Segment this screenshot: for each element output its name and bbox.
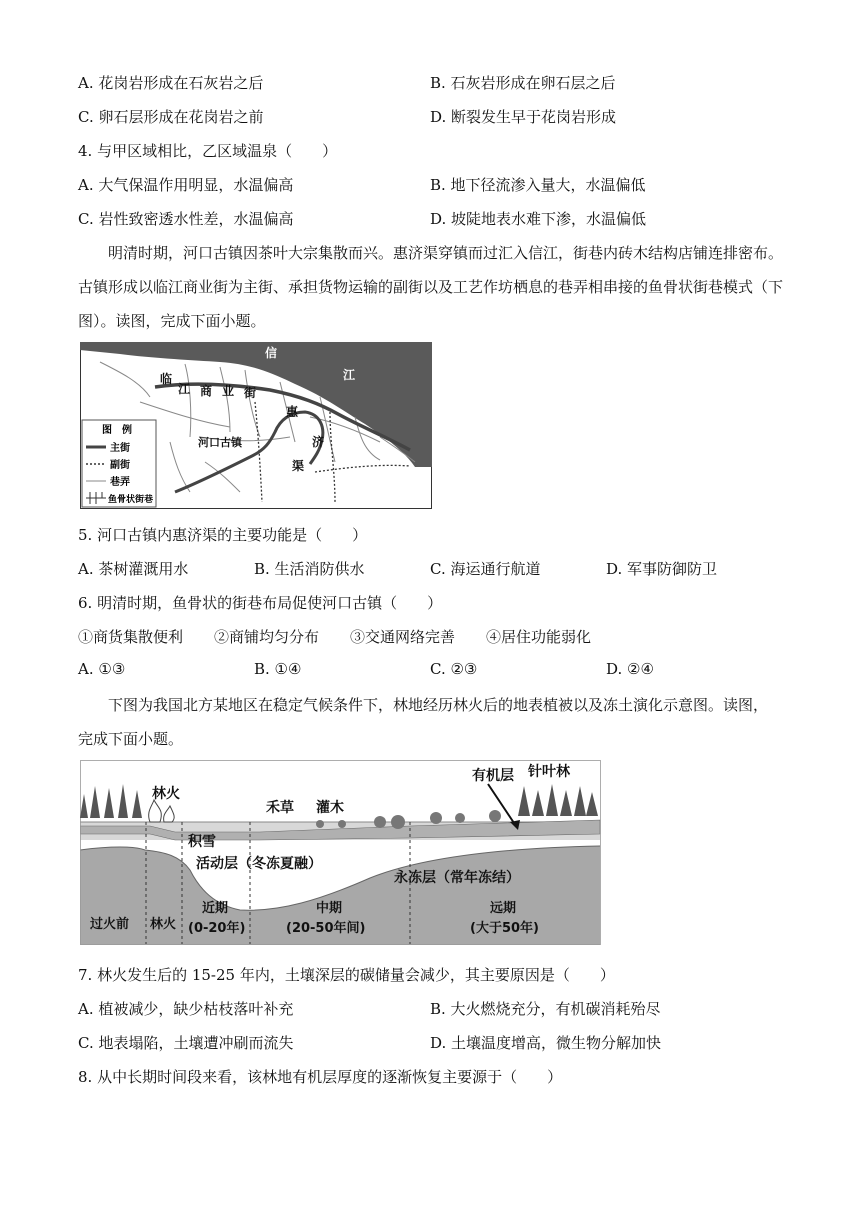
label-period-near: 近期	[202, 901, 229, 916]
q6-statement-3: ③交通网络完善	[350, 628, 456, 646]
hekou-town-map	[80, 342, 432, 509]
label-shrub: 灌木	[316, 800, 344, 816]
label-organic: 有机层	[472, 768, 514, 784]
q3-option-a: A. 花岗岩形成在石灰岩之后	[78, 74, 264, 92]
map-canal-char-3: 渠	[292, 459, 305, 473]
q7-stem: 7. 林火发生后的 15-25 年内，土壤深层的碳储量会减少，其主要原因是（ ）	[78, 966, 615, 984]
q7-option-d: D. 土壤温度增高，微生物分解加快	[430, 1034, 662, 1052]
legend-title: 图 例	[102, 425, 132, 436]
passage1-line2: 古镇形成以临江商业街为主街、承担货物运输的副街以及工艺作坊栖息的巷弄相串接的鱼骨状街巷模式（下	[78, 278, 784, 296]
label-grass: 禾草	[266, 800, 294, 816]
label-period-before: 过火前	[90, 917, 130, 932]
map-street-char-3: 商	[200, 384, 213, 398]
map-canal-char-2: 济	[312, 435, 325, 449]
q5-option-d: D. 军事防御防卫	[606, 560, 718, 578]
q7-option-a: A. 植被减少，缺少枯枝落叶补充	[78, 1000, 294, 1018]
q3-option-b: B. 石灰岩形成在卵石层之后	[430, 74, 616, 92]
passage2-line1: 下图为我国北方某地区在稳定气候条件下，林地经历林火后的地表植被以及冻土演化示意图。读图，	[108, 696, 769, 714]
q4-option-d: D. 坡陡地表水难下渗，水温偏低	[430, 210, 647, 228]
map-legend	[82, 420, 156, 507]
legend-fishbone: 鱼骨状街巷	[108, 495, 154, 505]
map-river-char2: 江	[343, 368, 356, 382]
q3-option-d: D. 断裂发生早于花岗岩形成	[430, 108, 617, 126]
q8-stem: 8. 从中长期时间段来看，该林地有机层厚度的逐渐恢复主要源于（ ）	[78, 1068, 563, 1086]
label-active-layer: 活动层（冬冻夏融）	[196, 856, 322, 872]
fire-flames	[149, 800, 175, 822]
label-period-fire: 林火	[150, 917, 177, 932]
legend-lane: 巷弄	[110, 477, 130, 488]
legend-side: 副街	[110, 460, 130, 471]
q6-statement-2: ②商铺均匀分布	[214, 628, 320, 646]
label-fire: 林火	[152, 786, 180, 802]
label-permafrost: 永冻层（常年冻结）	[394, 870, 520, 886]
map-river-char1: 信	[265, 346, 278, 360]
map-canal-char-1: 惠	[286, 405, 299, 419]
forest-trees-left	[80, 784, 142, 818]
q4-stem: 4. 与甲区域相比，乙区域温泉（ ）	[78, 142, 338, 160]
q6-statement-4: ④居住功能弱化	[486, 628, 592, 646]
q4-option-a: A. 大气保温作用明显，水温偏高	[78, 176, 294, 194]
q6-statement-1: ①商货集散便利	[78, 628, 184, 646]
q5-option-c: C. 海运通行航道	[430, 560, 541, 578]
q4-option-c: C. 岩性致密透水性差，水温偏高	[78, 210, 294, 228]
label-conifer: 针叶林	[528, 764, 570, 780]
label-period-far-range: (大于50年)	[470, 921, 539, 936]
q4-option-b: B. 地下径流渗入量大，水温偏低	[430, 176, 646, 194]
forest-trees-right	[518, 784, 598, 816]
q6-option-a: A. ①③	[78, 660, 126, 678]
q6-stem: 6. 明清时期，鱼骨状的街巷布局促使河口古镇（ ）	[78, 594, 443, 612]
permafrost-evolution-figure	[80, 760, 602, 946]
q5-stem: 5. 河口古镇内惠济渠的主要功能是（ ）	[78, 526, 368, 544]
legend-main: 主街	[110, 443, 130, 454]
label-period-mid: 中期	[316, 901, 343, 916]
q6-option-c: C. ②③	[430, 660, 478, 678]
map-street-char-4: 业	[222, 384, 235, 398]
passage1-line1: 明清时期，河口古镇因茶叶大宗集散而兴。惠济渠穿镇而过汇入信江，街巷内砖木结构店铺连排密布。	[108, 244, 784, 262]
map-street-char-2: 江	[178, 382, 191, 396]
label-period-near-range: (0-20年)	[188, 921, 246, 936]
map-street-char-1: 临	[160, 372, 173, 386]
q7-option-b: B. 大火燃烧充分，有机碳消耗殆尽	[430, 1000, 661, 1018]
q5-option-b: B. 生活消防供水	[254, 560, 365, 578]
passage1-line3: 图）。读图，完成下面小题。	[78, 312, 266, 330]
q7-option-c: C. 地表塌陷，土壤遭冲刷而流失	[78, 1034, 294, 1052]
passage2-line2: 完成下面小题。	[78, 730, 184, 748]
label-period-far: 远期	[490, 901, 517, 916]
map-street-char-5: 街	[244, 386, 257, 400]
q6-option-d: D. ②④	[606, 660, 654, 678]
label-period-mid-range: (20-50年间)	[286, 921, 366, 936]
label-snow: 积雪	[188, 834, 216, 850]
map-town-label: 河口古镇	[198, 436, 242, 449]
q6-option-b: B. ①④	[254, 660, 302, 678]
q3-option-c: C. 卵石层形成在花岗岩之前	[78, 108, 264, 126]
q5-option-a: A. 茶树灌溉用水	[78, 560, 189, 578]
